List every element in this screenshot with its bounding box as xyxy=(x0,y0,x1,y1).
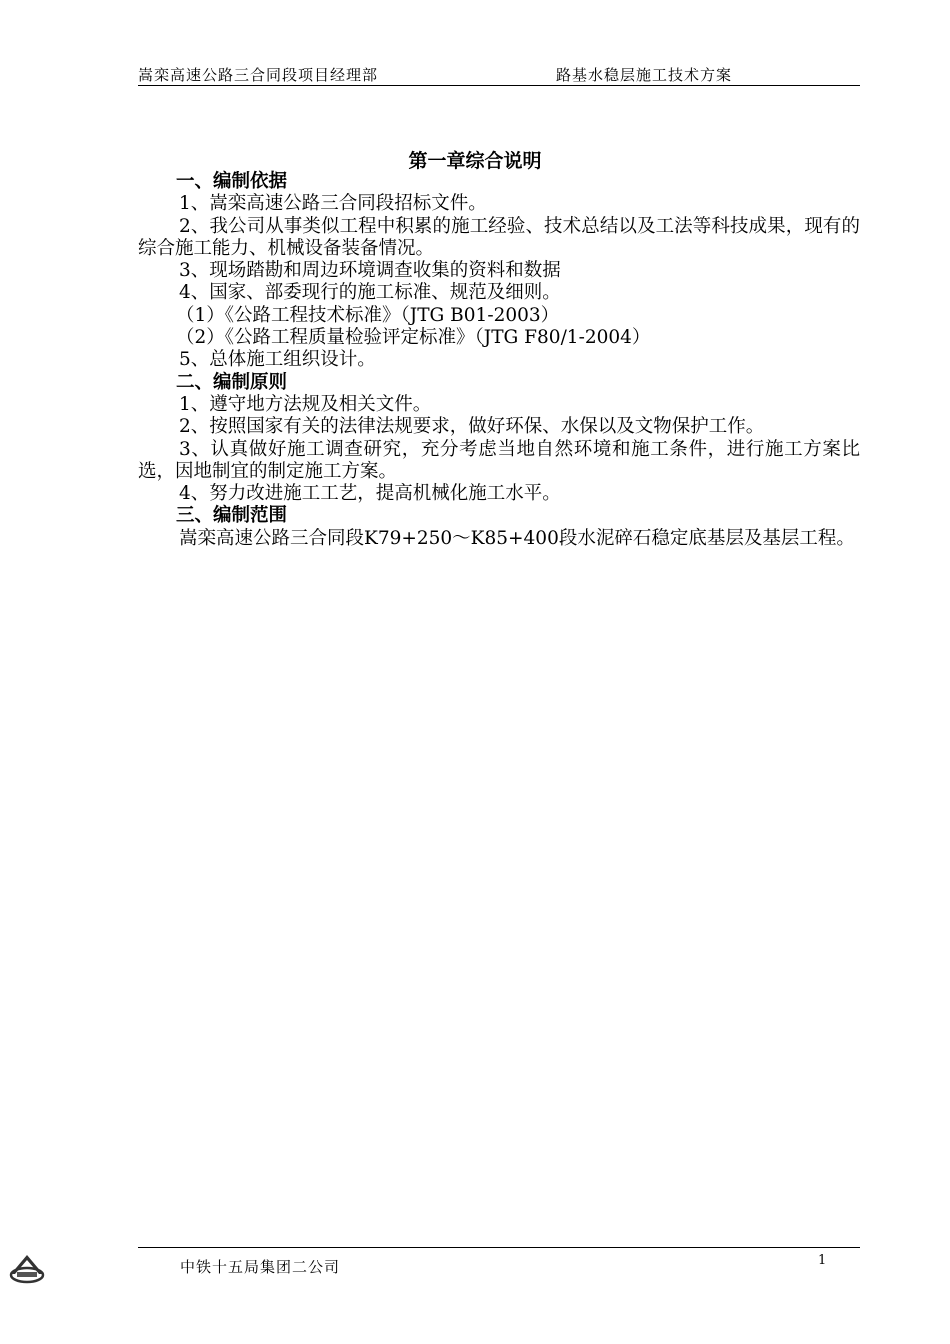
principle-item-4: 4、努力改进施工工艺，提高机械化施工水平。 xyxy=(179,483,561,505)
basis-item-5: 5、总体施工组织设计。 xyxy=(179,349,376,371)
principle-item-2: 2、按照国家有关的法律法规要求，做好环保、水保以及文物保护工作。 xyxy=(179,416,765,438)
company-logo-icon xyxy=(8,1252,46,1286)
basis-item-4-sub-2: （2）《公路工程质量检验评定标准》（JTG F80/1-2004） xyxy=(176,327,651,349)
basis-item-4-sub-1: （1）《公路工程技术标准》（JTG B01-2003） xyxy=(176,304,560,326)
basis-item-1: 1、嵩栾高速公路三合同段招标文件。 xyxy=(179,193,487,215)
header-project-department: 嵩栾高速公路三合同段项目经理部 xyxy=(138,66,379,84)
document-body xyxy=(138,171,860,550)
footer-rule xyxy=(138,1247,860,1248)
section-heading-principles: 二、编制原则 xyxy=(176,371,288,393)
basis-item-2: 2、我公司从事类似工程中积累的施工经验、技术总结以及工法等科技成果，现有的综合施工能力、机械设备装备情况。 xyxy=(138,215,860,259)
page-number: 1 xyxy=(818,1253,827,1268)
header-document-title: 路基水稳层施工技术方案 xyxy=(556,66,733,84)
section-heading-basis: 一、编制依据 xyxy=(176,171,288,192)
basis-item-3: 3、现场踏勘和周边环境调查收集的资料和数据 xyxy=(179,260,561,282)
scope-text: 嵩栾高速公路三合同段K79+250～K85+400段水泥碎石稳定底基层及基层工程。 xyxy=(179,527,855,549)
basis-item-4: 4、国家、部委现行的施工标准、规范及细则。 xyxy=(179,282,561,304)
chapter-title: 第一章综合说明 xyxy=(408,150,542,172)
header-rule xyxy=(138,85,860,86)
section-heading-scope: 三、编制范围 xyxy=(176,505,288,527)
footer-company: 中铁十五局集团二公司 xyxy=(180,1258,341,1276)
principle-item-1: 1、遵守地方法规及相关文件。 xyxy=(179,393,432,415)
principle-item-3: 3、认真做好施工调查研究，充分考虑当地自然环境和施工条件，进行施工方案比选，因地制宜的制定施工方案。 xyxy=(138,438,860,482)
